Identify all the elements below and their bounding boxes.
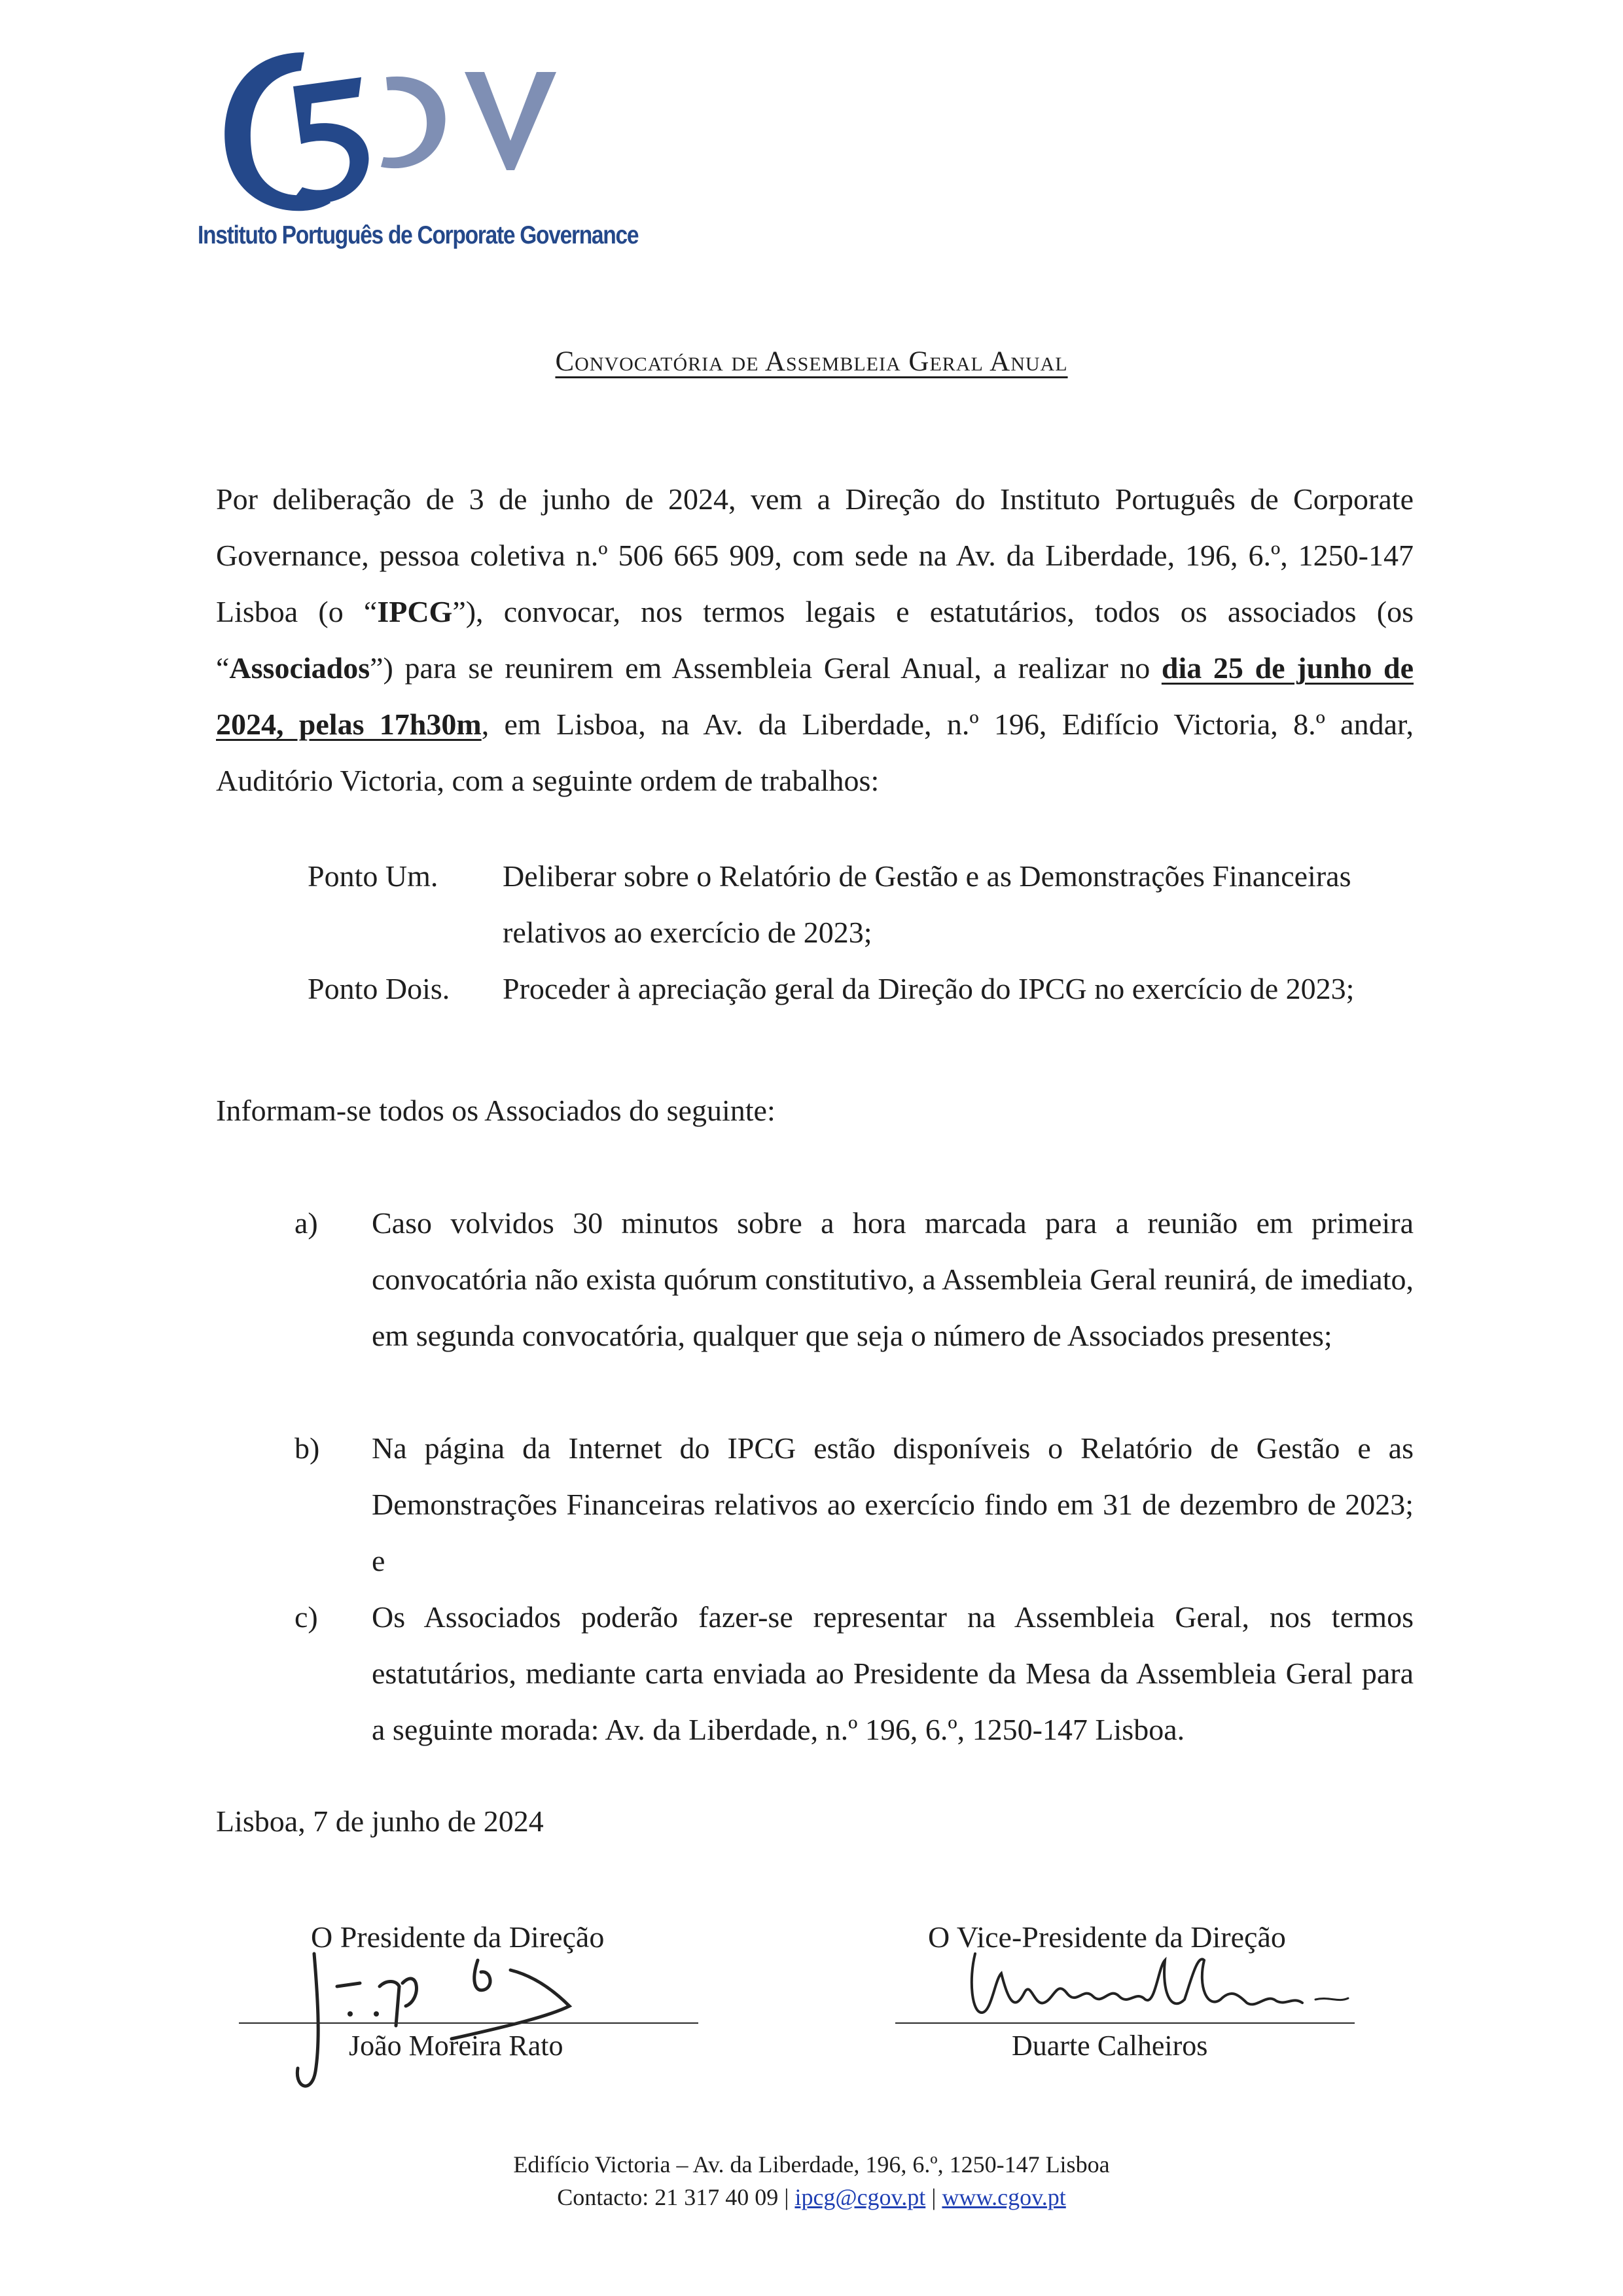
document-title	[0, 346, 1623, 378]
organization-name: Instituto Português de Corporate Governance	[198, 221, 639, 249]
intro-text-3: ”) para se reunirem em Assembleia Geral Anual, a realizar no	[370, 651, 1162, 685]
note-letter: a)	[294, 1206, 318, 1240]
intro-paragraph	[216, 471, 1414, 809]
inform-heading: Informam-se todos os Associados do seguinte:	[216, 1094, 776, 1127]
president-role: O Presidente da Direção	[311, 1920, 605, 1954]
agenda-item-text: Deliberar sobre o Relatório de Gestão e as Demonstrações Financeiras relativos ao exercício de 2023;	[503, 859, 1351, 949]
note-text: Os Associados poderão fazer-se representar na Assembleia Geral, nos termos estatutários, mediante carta enviada ao Presidente da Mesa da Assembleia Geral para a seguinte morada: Av. da Liberdade, n.º 196, 6.º, 1250-147 Lisboa.	[372, 1600, 1414, 1746]
footer-contact	[0, 2181, 1623, 2214]
note-letter: c)	[294, 1600, 318, 1634]
president-signature	[288, 1941, 615, 2098]
footer-website-link[interactable]: www.cgov.pt	[942, 2184, 1066, 2210]
agenda-item-text: Proceder à apreciação geral da Direção do IPCG no exercício de 2023;	[503, 972, 1355, 1005]
ipcg-abbreviation: IPCG	[377, 595, 453, 628]
vice-president-signature-line	[895, 2022, 1355, 2024]
meeting-date: dia 25 de junho de 2024, pelas 17h30m	[216, 651, 1414, 741]
vice-president-role: O Vice-Presidente da Direção	[928, 1920, 1286, 1954]
footer-separator: |	[925, 2184, 942, 2210]
cgov-logo-graphic	[190, 26, 596, 223]
agenda-item-label: Ponto Um.	[308, 859, 438, 893]
footer-email-link[interactable]: ipcg@cgov.pt	[794, 2184, 926, 2210]
intro-text-4: , em Lisboa, na Av. da Liberdade, n.º 196, Edifício Victoria, 8.º andar, Auditório Victoria, com a seguinte ordem de trabalhos:	[216, 708, 1414, 797]
president-name: João Moreira Rato	[349, 2030, 563, 2062]
president-signature-line	[239, 2022, 698, 2024]
footer-address: Edifício Victoria – Av. da Liberdade, 196, 6.º, 1250-147 Lisboa	[513, 2151, 1110, 2178]
associados-term: Associados	[229, 651, 370, 685]
footer-phone: Contacto: 21 317 40 09 |	[557, 2184, 795, 2210]
cgov-logo	[190, 26, 596, 223]
intro-text-2: ”), convocar, nos termos legais e estatutários, todos os associados (os “	[216, 595, 1414, 685]
note-text: Na página da Internet do IPCG estão disponíveis o Relatório de Gestão e as Demonstrações Financeiras relativos ao exercício findo em 31 de dezembro de 2023; e	[372, 1431, 1414, 1577]
vice-president-name: Duarte Calheiros	[1012, 2030, 1208, 2062]
agenda-item-label: Ponto Dois.	[308, 972, 450, 1005]
place-date: Lisboa, 7 de junho de 2024	[216, 1804, 544, 1838]
note-text: Caso volvidos 30 minutos sobre a hora marcada para a reunião em primeira convocatória não exista quórum constitutivo, a Assembleia Geral reunirá, de imediato, em segunda convocatória, qualquer que seja o número de Associados presentes;	[372, 1206, 1414, 1352]
note-letter: b)	[294, 1431, 320, 1465]
intro-text-1: Por deliberação de 3 de junho de 2024, vem a Direção do Instituto Português de Corporate Governance, pessoa coletiva n.º 506 665 909, com sede na Av. da Liberdade, 196, 6.º, 1250-147 Lisboa (o “	[216, 482, 1414, 628]
vice-president-signature	[962, 1941, 1368, 2032]
document-title-text: Convocatória de Assembleia Geral Anual	[555, 346, 1068, 377]
